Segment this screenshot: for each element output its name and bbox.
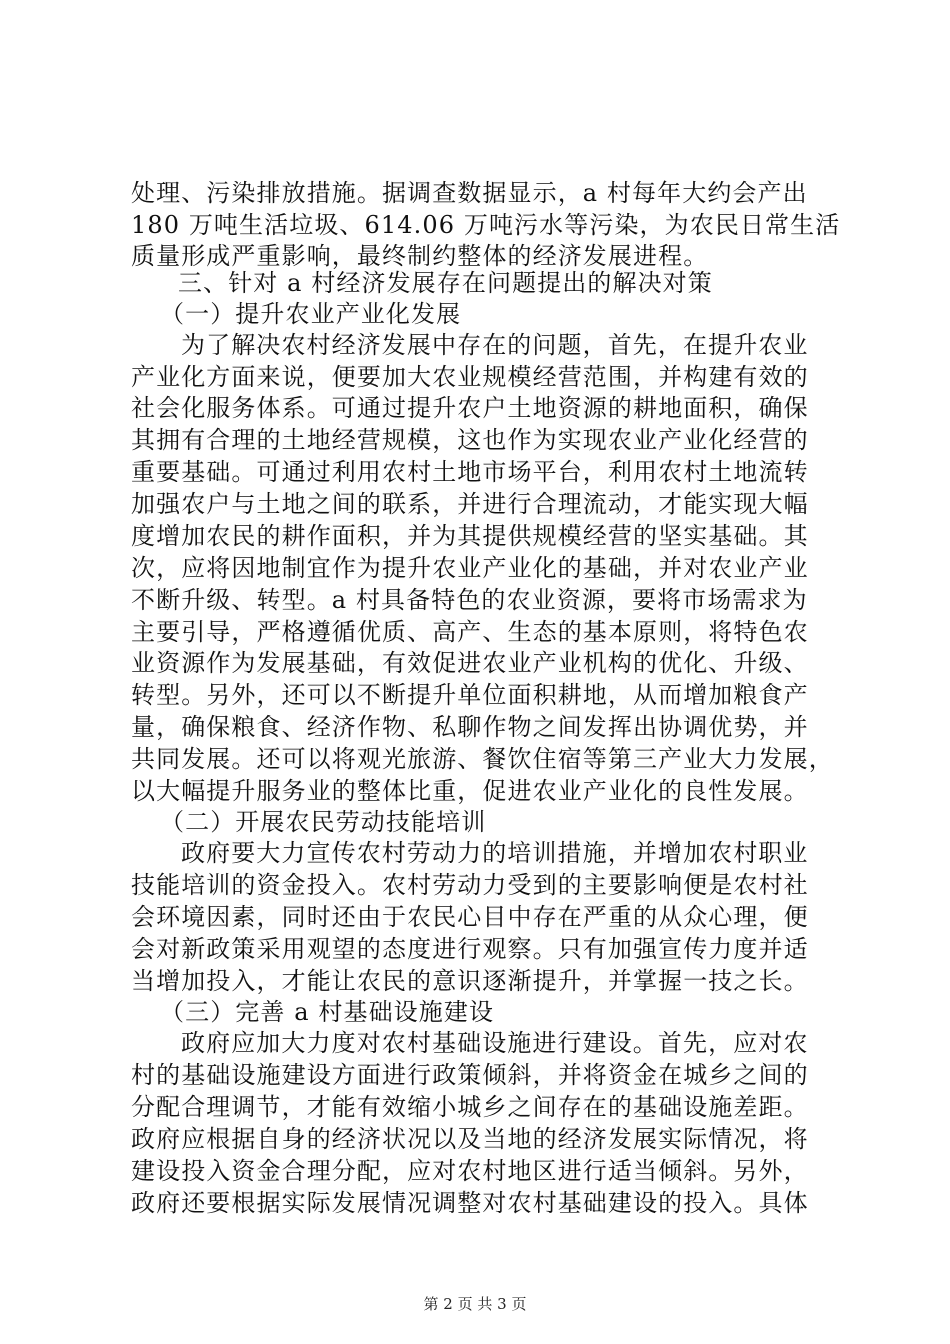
body-line: 180 万吨生活垃圾、614.06 万吨污水等污染，为农民日常生活 — [131, 211, 841, 239]
body-line: 不断升级、转型。a 村具备特色的农业资源，要将市场需求为 — [131, 586, 808, 614]
body-line: 村的基础设施建设方面进行政策倾斜，并将资金在城乡之间的 — [131, 1061, 809, 1089]
body-line: 分配合理调节，才能有效缩小城乡之间存在的基础设施差距。 — [131, 1093, 809, 1121]
body-line: 其拥有合理的土地经营规模，这也作为实现农业产业化经营的 — [131, 426, 809, 454]
body-line: 为了解决农村经济发展中存在的问题，首先，在提升农业 — [181, 331, 809, 359]
body-line: 重要基础。可通过利用农村土地市场平台，利用农村土地流转 — [131, 458, 809, 486]
body-line: 业资源作为发展基础，有效促进农业产业机构的优化、升级、 — [131, 649, 809, 677]
body-line: 转型。另外，还可以不断提升单位面积耕地，从而增加粮食产 — [131, 681, 809, 709]
body-line: 社会化服务体系。可通过提升农户土地资源的耕地面积，确保 — [131, 394, 809, 422]
body-line: 政府应根据自身的经济状况以及当地的经济发展实际情况，将 — [131, 1125, 809, 1153]
body-line: 量，确保粮食、经济作物、私聊作物之间发挥出协调优势，并 — [131, 713, 809, 741]
body-line: 当增加投入，才能让农民的意识逐渐提升，并掌握一技之长。 — [131, 967, 809, 995]
subsection-heading: （二）开展农民劳动技能培训 — [160, 808, 487, 836]
body-line: 共同发展。还可以将观光旅游、餐饮住宿等第三产业大力发展， — [131, 745, 834, 773]
body-line: 建设投入资金合理分配，应对农村地区进行适当倾斜。另外， — [131, 1157, 809, 1185]
subsection-heading: （三）完善 a 村基础设施建设 — [160, 998, 495, 1026]
body-line: 次，应将因地制宜作为提升农业产业化的基础，并对农业产业 — [131, 554, 809, 582]
page-footer: 第 2 页 共 3 页 — [423, 1295, 527, 1313]
subsection-heading: （一）提升农业产业化发展 — [160, 300, 462, 328]
body-line: 加强农户与土地之间的联系，并进行合理流动，才能实现大幅 — [131, 490, 809, 518]
body-line: 产业化方面来说，便要加大农业规模经营范围，并构建有效的 — [131, 363, 809, 391]
body-line: 会对新政策采用观望的态度进行观察。只有加强宣传力度并适 — [131, 935, 809, 963]
section-heading: 三、针对 a 村经济发展存在问题提出的解决对策 — [178, 269, 713, 297]
body-line: 度增加农民的耕作面积，并为其提供规模经营的坚实基础。其 — [131, 522, 809, 550]
body-line: 政府应加大力度对农村基础设施进行建设。首先，应对农 — [181, 1029, 809, 1057]
body-line: 质量形成严重影响，最终制约整体的经济发展进程。 — [131, 242, 709, 270]
body-line: 主要引导，严格遵循优质、高产、生态的基本原则，将特色农 — [131, 618, 809, 646]
body-line: 政府还要根据实际发展情况调整对农村基础建设的投入。具体 — [131, 1189, 809, 1217]
body-line: 会环境因素，同时还由于农民心目中存在严重的从众心理，便 — [131, 903, 809, 931]
body-line: 技能培训的资金投入。农村劳动力受到的主要影响便是农村社 — [131, 871, 809, 899]
body-line: 处理、污染排放措施。据调查数据显示，a 村每年大约会产出 — [131, 179, 808, 207]
body-line: 政府要大力宣传农村劳动力的培训措施，并增加农村职业 — [181, 839, 809, 867]
body-line: 以大幅提升服务业的整体比重，促进农业产业化的良性发展。 — [131, 777, 809, 805]
